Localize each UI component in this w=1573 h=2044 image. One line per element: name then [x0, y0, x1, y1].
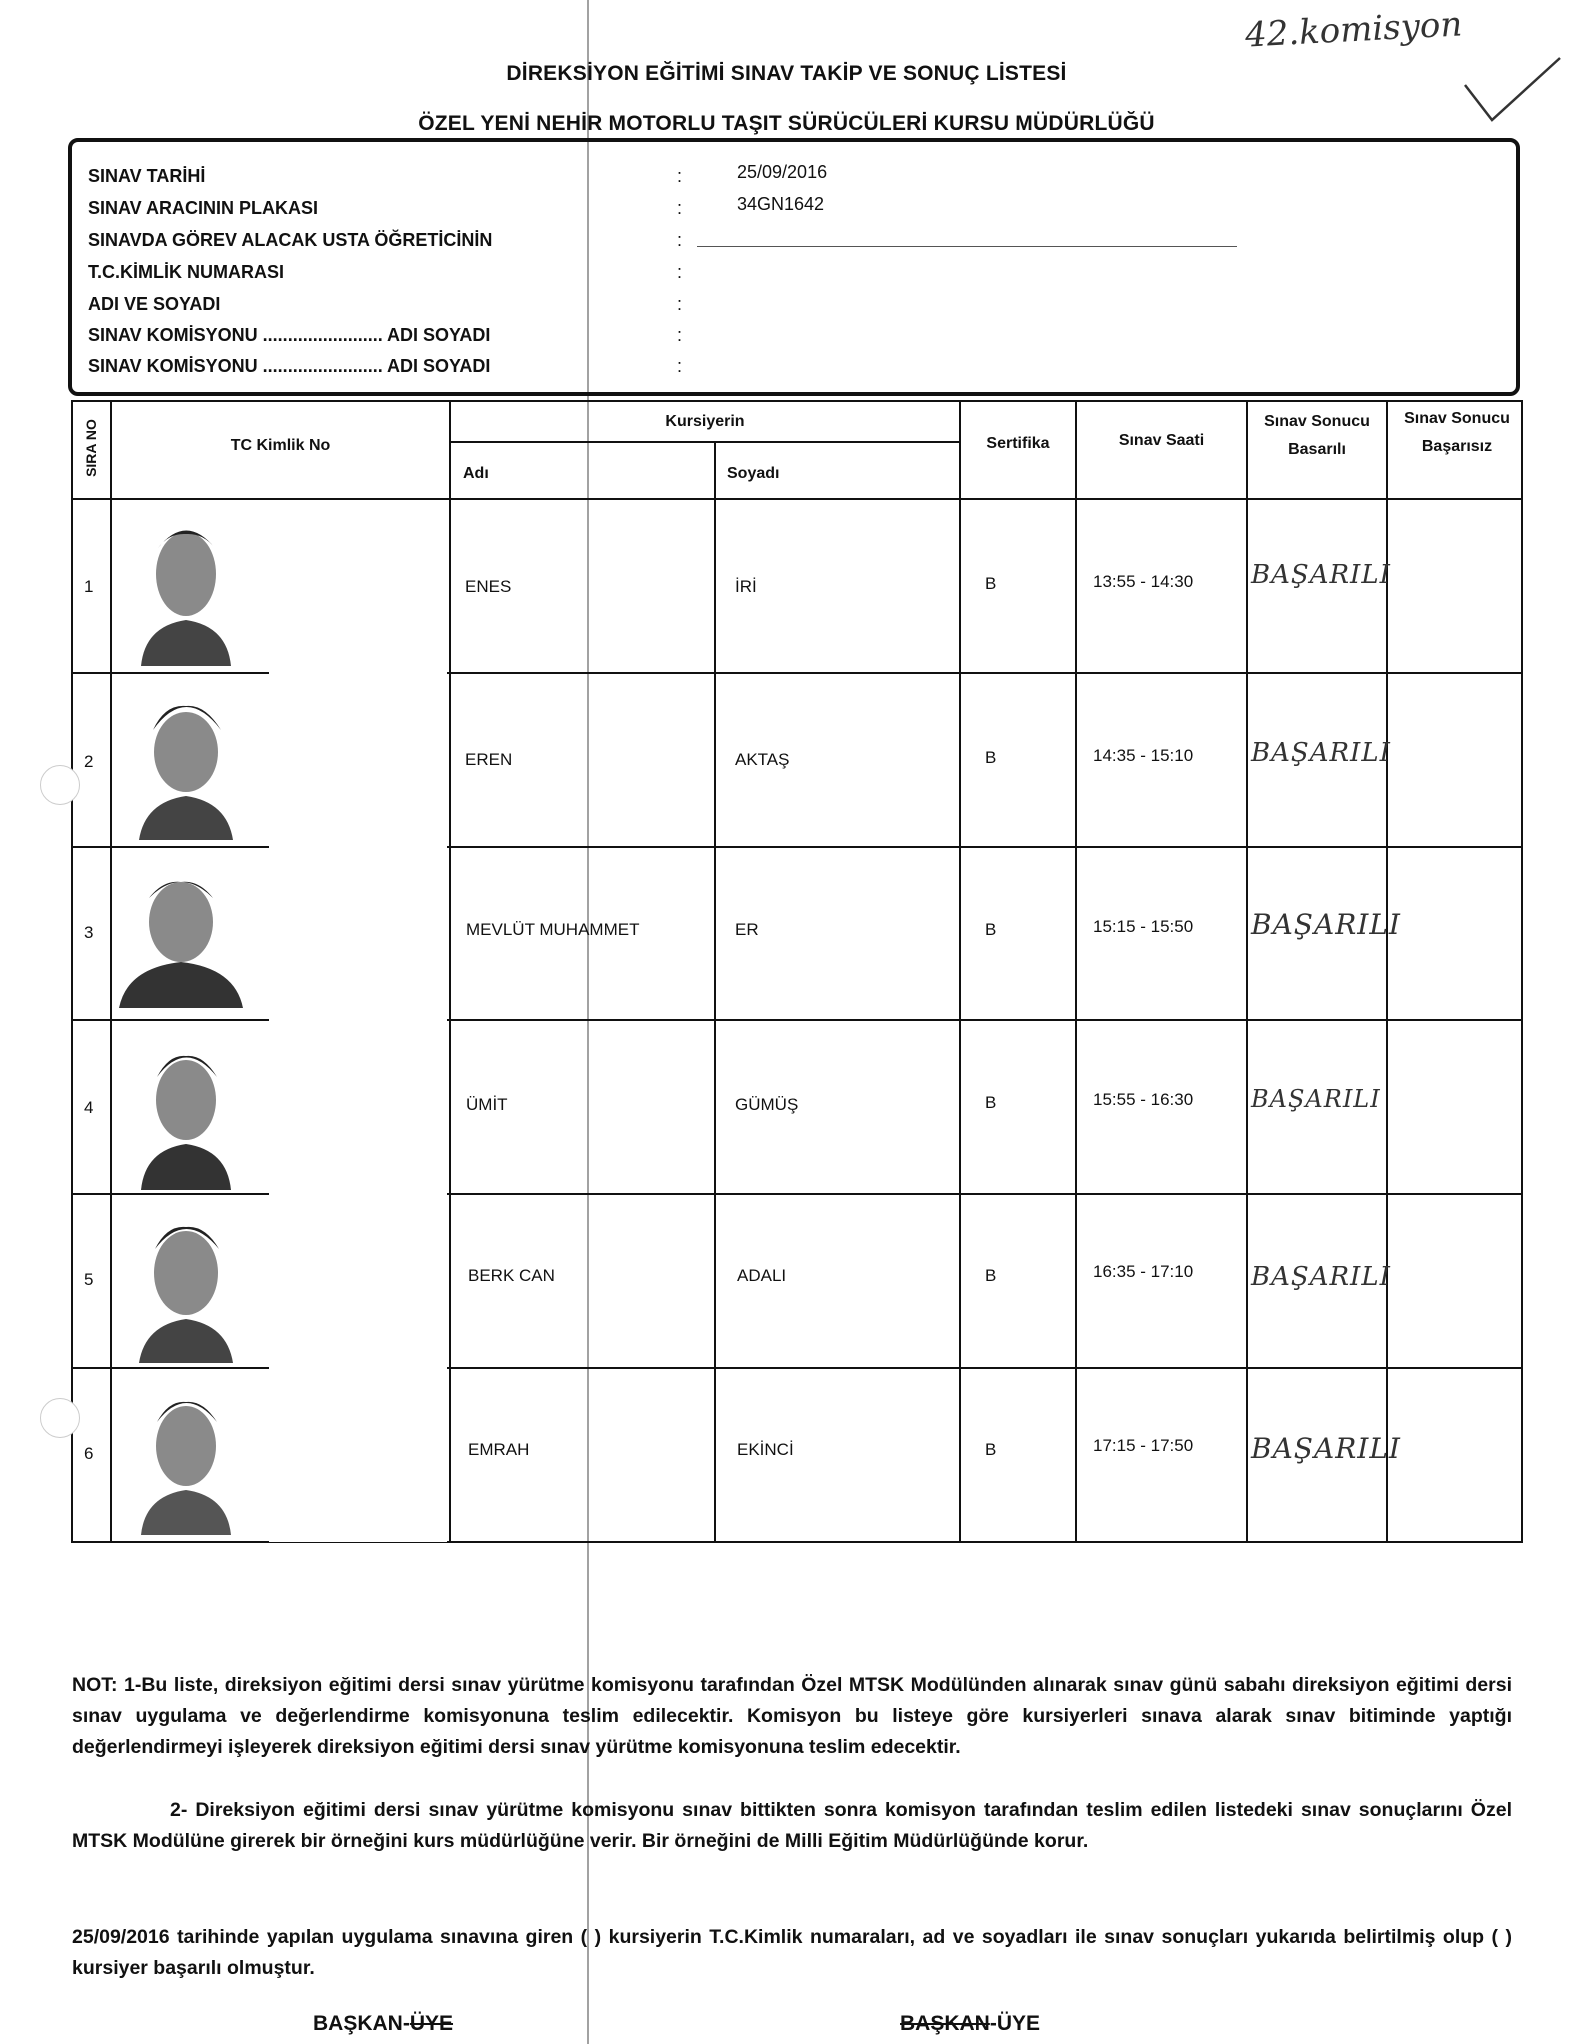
candidate-photo [133, 1205, 239, 1363]
institution-name: ÖZEL YENİ NEHİR MOTORLU TAŞIT SÜRÜCÜLERİ KURSU MÜDÜRLÜĞÜ [418, 112, 1155, 135]
signature-left-title: BAŞKAN- [313, 2012, 410, 2035]
signature-left [313, 2012, 453, 2036]
header-sonuc-basarisiz: Sınav Sonucu Başarısız [1404, 410, 1510, 455]
candidate-last-name: GÜMÜŞ [735, 1095, 799, 1114]
info-colon: : [677, 262, 683, 282]
candidate-photo [119, 858, 243, 1008]
note-1: NOT: 1-Bu liste, direksiyon eğitimi dersi sınav yürütme komisyonu tarafından Özel MTSK Modülünden alınarak sınav günü sabahı direksiyon eğitimi dersi sınav uygulama ve değerlendirme komisyonuna teslim edilecektir. Komisyon bu listeye göre kursiyerleri sınava alarak sınav bitiminde yaptığı değerlendirmeyi işleyerek direksiyon eğitimi dersi sınav yürütme komisyonuna teslim edecektir. [72, 1674, 1512, 1758]
info-colon: : [677, 325, 683, 345]
header-soyadi: Soyadı [727, 465, 780, 482]
candidate-first-name: EREN [465, 750, 513, 769]
candidates-table [71, 400, 1523, 1543]
handwritten-result: BAŞARILI [1251, 1432, 1401, 1465]
handwritten-result: BAŞARILI [1251, 738, 1391, 768]
punch-hole [40, 1398, 80, 1438]
info-colon: : [677, 356, 683, 376]
exam-time: 16:35 - 17:10 [1093, 1262, 1194, 1281]
header-kursiyerin: Kursiyerin [665, 413, 745, 430]
info-colon: : [677, 166, 683, 186]
info-label-name-surname: ADI VE SOYADI [88, 294, 221, 314]
header-sonuc-basarili: Sınav Sonucu Basarılı [1264, 413, 1370, 458]
candidate-certificate: B [985, 1093, 997, 1112]
signature-right-title: -ÜYE [989, 2012, 1041, 2035]
candidate-certificate: B [985, 1266, 997, 1285]
info-colon: : [677, 230, 683, 250]
candidate-photo [133, 1032, 239, 1190]
info-label-instructor: SINAVDA GÖREV ALACAK USTA ÖĞRETİCİNİN [88, 230, 493, 250]
info-label-vehicle-plate: SINAV ARACININ PLAKASI [88, 198, 319, 218]
candidate-first-name: ENES [465, 577, 512, 596]
info-label-commission-2: SINAV KOMİSYONU ........................ ADI SOYADI [88, 356, 491, 376]
summary-statement: 25/09/2016 tarihinde yapılan uygulama sınavına giren ( ) kursiyerin T.C.Kimlik numaraları, ad ve soyadları ile sınav sonuçları yukarıda belirtilmiş olup ( ) kursiyer başarılı olmuştur. [72, 1926, 1512, 1979]
row-number: 6 [84, 1444, 94, 1463]
candidate-last-name: ER [735, 920, 759, 939]
header-adi: Adı [463, 465, 489, 482]
candidate-last-name: İRİ [735, 577, 757, 596]
info-value-exam-date: 25/09/2016 [737, 162, 828, 182]
info-colon: : [677, 198, 683, 218]
candidate-photo [133, 508, 239, 666]
handwritten-result: BAŞARILI [1251, 1085, 1381, 1113]
candidate-last-name: ADALI [737, 1266, 787, 1285]
handwritten-commission-note: 42.komisyon [1244, 4, 1464, 56]
header-sira-no: SIRA NO [83, 419, 99, 477]
candidate-certificate: B [985, 748, 997, 767]
handwritten-result: BAŞARILI [1251, 1262, 1391, 1292]
candidate-photo [133, 1380, 239, 1535]
candidate-first-name: MEVLÜT MUHAMMET [466, 920, 640, 939]
row-number: 4 [84, 1098, 94, 1117]
info-label-commission-1: SINAV KOMİSYONU ........................ ADI SOYADI [88, 325, 491, 345]
handwritten-result: BAŞARILI [1251, 908, 1401, 941]
row-number: 3 [84, 923, 94, 942]
candidate-photo [133, 682, 239, 840]
header-sertifika: Sertifika [986, 435, 1050, 452]
exam-time: 17:15 - 17:50 [1093, 1436, 1194, 1455]
candidate-last-name: EKİNCİ [737, 1440, 794, 1459]
info-label-exam-date: SINAV TARİHİ [88, 166, 206, 186]
candidate-first-name: BERK CAN [468, 1266, 555, 1285]
header-sinav-saati: Sınav Saati [1118, 432, 1205, 449]
punch-hole [40, 765, 80, 805]
candidate-certificate: B [985, 1440, 997, 1459]
candidate-certificate: B [985, 920, 997, 939]
handwritten-result: BAŞARILI [1251, 560, 1391, 590]
info-colon: : [677, 294, 683, 314]
info-label-tc-number: T.C.KİMLİK NUMARASI [88, 262, 284, 282]
signature-right-struck: BAŞKAN [900, 2012, 990, 2035]
exam-time: 15:55 - 16:30 [1093, 1090, 1194, 1109]
exam-time: 15:15 - 15:50 [1093, 917, 1194, 936]
exam-time: 14:35 - 15:10 [1093, 746, 1194, 765]
candidate-first-name: EMRAH [468, 1440, 530, 1459]
note-2: 2- Direksiyon eğitimi dersi sınav yürütme komisyonu sınav bittikten sonra komisyon tarafından teslim edilen listedeki sınav sonuçlarını Özel MTSK Modülüne girerek bir örneğini kurs müdürlüğüne verir. Bir örneğini de Milli Eğitim Müdürlüğünde korur. [72, 1799, 1512, 1852]
row-number: 2 [84, 752, 94, 771]
candidate-certificate: B [985, 574, 997, 593]
candidate-last-name: AKTAŞ [735, 750, 790, 769]
exam-info-box [68, 138, 1520, 396]
document-title: DİREKSİYON EĞİTİMİ SINAV TAKİP VE SONUÇ LİSTESİ [506, 62, 1067, 85]
instructor-underline [697, 246, 1237, 247]
header-tc-kimlik: TC Kimlik No [230, 437, 331, 454]
signature-right [900, 2012, 1040, 2036]
redacted-tc-column [269, 538, 447, 1542]
candidate-first-name: ÜMİT [466, 1095, 508, 1114]
row-number: 5 [84, 1270, 94, 1289]
row-number: 1 [84, 577, 94, 596]
exam-time: 13:55 - 14:30 [1093, 572, 1194, 591]
info-value-vehicle-plate: 34GN1642 [737, 194, 825, 214]
signature-left-struck: ÜYE [409, 2012, 454, 2035]
